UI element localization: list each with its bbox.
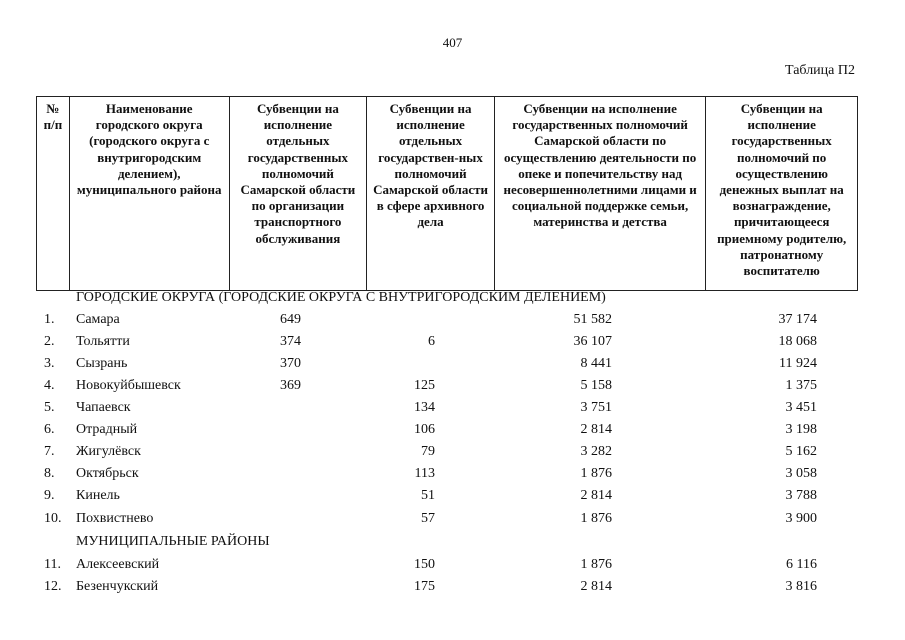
row-guardianship: 3 751 [580,400,612,415]
row-number: 7. [44,444,55,459]
row-archive: 6 [428,334,435,349]
table-row [36,334,858,356]
subventions-table [36,96,858,594]
row-archive: 57 [421,511,435,526]
row-archive: 113 [414,466,435,481]
table-row [36,400,858,422]
row-number: 1. [44,312,55,327]
row-guardianship: 3 282 [580,444,612,459]
row-foster: 3 816 [785,579,817,594]
section-title-city-districts: ГОРОДСКИЕ ОКРУГА (ГОРОДСКИЕ ОКРУГА С ВНУТРИГОРОДСКИМ ДЕЛЕНИЕМ) [76,290,606,305]
table-row [36,557,858,579]
row-number: 3. [44,356,55,371]
row-number: 5. [44,400,55,415]
row-foster: 3 788 [785,488,817,503]
section-title-municipal-districts: МУНИЦИПАЛЬНЫЕ РАЙОНЫ [76,534,270,549]
row-guardianship: 5 158 [580,378,612,393]
row-guardianship: 1 876 [580,557,612,572]
table-row [36,511,858,533]
row-archive: 79 [421,444,435,459]
row-guardianship: 1 876 [580,466,612,481]
row-number: 8. [44,466,55,481]
row-number: 2. [44,334,55,349]
table-row [36,378,858,400]
row-transport: 370 [280,356,301,371]
header-number: № п/п [37,97,70,290]
row-archive: 51 [421,488,435,503]
row-transport: 369 [280,378,301,393]
row-name: Безенчукский [76,579,159,594]
row-name: Алексеевский [76,557,160,572]
row-foster: 3 058 [785,466,817,481]
header-archive: Субвенции на исполнение отдельных государствен-ных полномочий Самарской области в сфере архивного дела [367,97,495,290]
row-name: Сызрань [76,356,128,371]
row-archive: 150 [414,557,435,572]
row-foster: 1 375 [785,378,817,393]
row-name: Самара [76,312,120,327]
row-number: 6. [44,422,55,437]
table-row [36,312,858,334]
row-guardianship: 8 441 [580,356,612,371]
row-number: 4. [44,378,55,393]
row-foster: 3 900 [785,511,817,526]
row-transport: 374 [280,334,301,349]
row-guardianship: 1 876 [580,511,612,526]
row-name: Кинель [76,488,120,503]
table-row [36,579,858,601]
table-row [36,422,858,444]
row-foster: 5 162 [785,444,817,459]
header-foster: Субвенции на исполнение государственных полномочий по осуществлению денежных выплат на вознаграждение, причитающееся приемному родителю, патронатному воспитателю [717,101,847,279]
row-name: Новокуйбышевск [76,378,181,393]
row-number: 10. [44,511,62,526]
table-row [36,444,858,466]
row-name: Похвистнево [76,511,154,526]
row-guardianship: 2 814 [580,488,612,503]
row-number: 9. [44,488,55,503]
row-foster: 11 924 [779,356,817,371]
row-archive: 134 [414,400,435,415]
row-name: Отрадный [76,422,138,437]
table-header [36,96,858,291]
row-foster: 6 116 [786,557,817,572]
header-transport: Субвенции на исполнение отдельных государственных полномочий Самарской области по организации транспортного обслуживания [230,97,368,290]
row-guardianship: 36 107 [573,334,612,349]
row-guardianship: 2 814 [580,579,612,594]
row-archive: 106 [414,422,435,437]
table-row [36,356,858,378]
header-municipality: Наименование городского округа (городского округа с внутригородским делением), муниципального района [70,97,230,290]
row-name: Тольятти [76,334,130,349]
row-archive: 125 [414,378,435,393]
row-guardianship: 2 814 [580,422,612,437]
row-foster: 3 451 [785,400,817,415]
row-archive: 175 [414,579,435,594]
row-number: 11. [44,557,61,572]
row-name: Чапаевск [76,400,131,415]
row-name: Октябрьск [76,466,139,481]
row-foster: 18 068 [778,334,817,349]
header-guardianship: Субвенции на исполнение государственных полномочий Самарской области по осуществлению деятельности по опеке и попечительству над несовершеннолетними лицами и социальной поддержке семьи, материнства и детства [495,97,706,290]
table-row [36,488,858,510]
page-number: 407 [442,35,463,50]
table-row [36,466,858,488]
row-name: Жигулёвск [76,444,141,459]
row-transport: 649 [280,312,301,327]
row-foster: 37 174 [778,312,817,327]
row-foster: 3 198 [785,422,817,437]
table-label: Таблица П2 [785,63,855,78]
row-guardianship: 51 582 [573,312,612,327]
row-number: 12. [44,579,62,594]
